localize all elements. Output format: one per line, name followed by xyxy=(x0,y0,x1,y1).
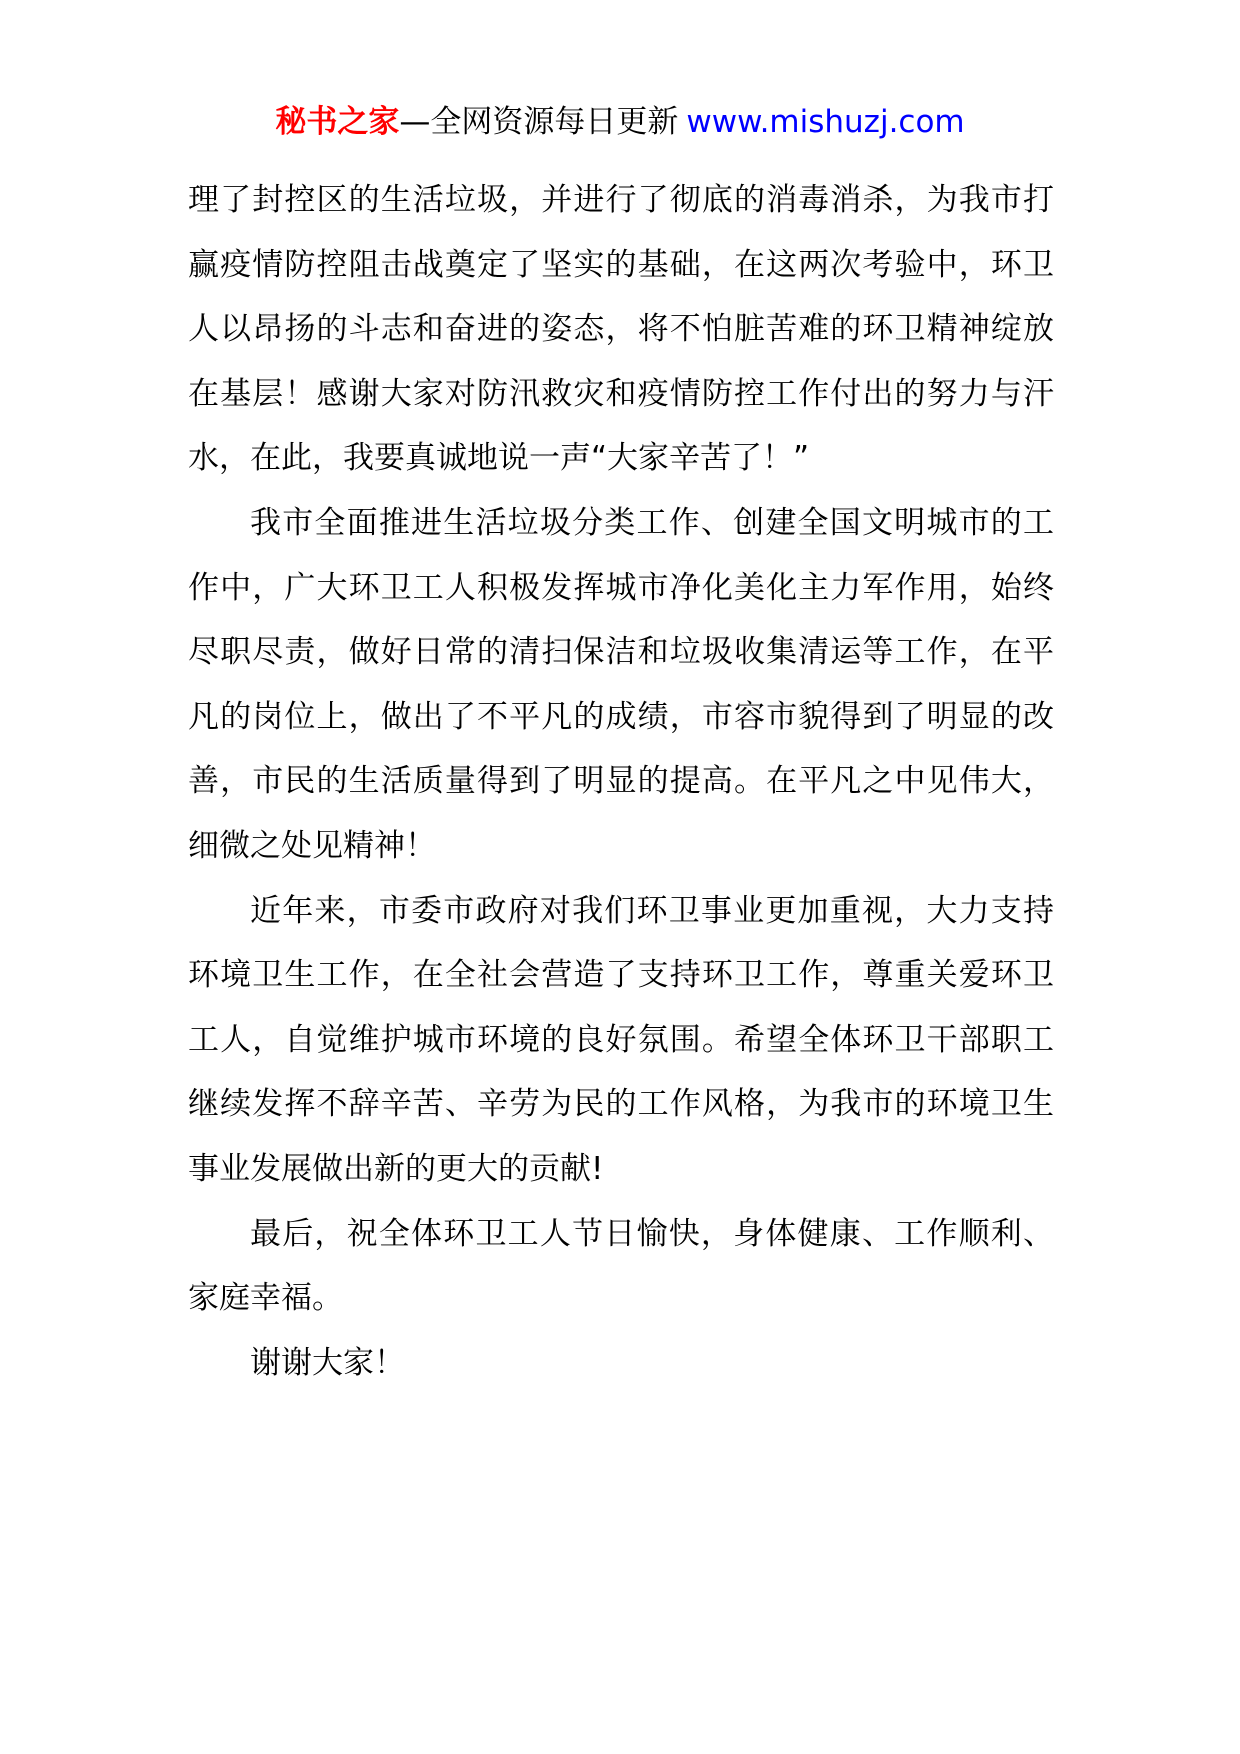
paragraph-continued: 理了封控区的生活垃圾，并进行了彻底的消毒消杀，为我市打赢疫情防控阻击战奠定了坚实的基础，在这两次考验中，环卫人以昂扬的斗志和奋进的姿态，将不怕脏苦难的环卫精神绽放在基层！感谢大家对防汛救灾和疫情防控工作付出的努力与汗水，在此，我要真诚地说一声“大家辛苦了！” xyxy=(188,182,1054,477)
document-body xyxy=(188,168,1054,1395)
brand-name: 秘书之家 xyxy=(275,104,400,140)
paragraph: 近年来，市委市政府对我们环卫事业更加重视，大力支持环境卫生工作，在全社会营造了支持环卫工作，尊重关爱环卫工人，自觉维护城市环境的良好氛围。希望全体环卫干部职工继续发挥不辞辛苦、辛劳为民的工作风格，为我市的环境卫生事业发展做出新的更大的贡献! xyxy=(188,892,1054,1187)
page-header xyxy=(0,100,1240,144)
closing-line: 谢谢大家！ xyxy=(250,1344,405,1381)
paragraph: 我市全面推进生活垃圾分类工作、创建全国文明城市的工作中，广大环卫工人积极发挥城市净化美化主力军作用，始终尽职尽责，做好日常的清扫保洁和垃圾收集清运等工作，在平凡的岗位上，做出了不平凡的成绩，市容市貌得到了明显的改善，市民的生活质量得到了明显的提高。在平凡之中见伟大，细微之处见精神！ xyxy=(188,504,1054,864)
website-url[interactable]: www.mishuzj.com xyxy=(686,104,965,140)
paragraph: 最后，祝全体环卫工人节日愉快，身体健康、工作顺利、家庭幸福。 xyxy=(188,1215,1054,1317)
header-tagline: —全网资源每日更新 xyxy=(399,104,679,140)
